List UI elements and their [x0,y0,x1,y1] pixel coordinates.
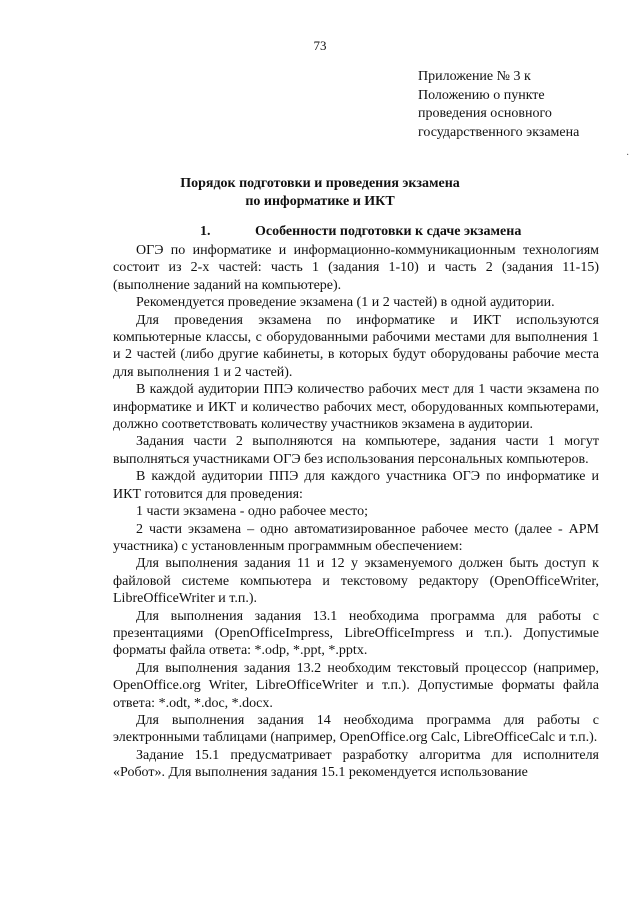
document-body [113,242,599,782]
paragraph: Для выполнения задания 11 и 12 у экзаменуемого должен быть доступ к файловой системе компьютера и текстовому редактору (OpenOfficeWriter, LibreOfficeWriter и т.п.). [113,556,599,607]
page-number: 73 [313,38,327,53]
section-number: 1. [200,224,211,239]
document-title [0,175,640,211]
paragraph: Для выполнения задания 13.2 необходим текстовый процессор (например, OpenOffice.org Writer, LibreOfficeWriter и т.п.). Допустимые форматы файла ответа: *.odt, *.doc, *.docx. [113,660,599,711]
appendix-line: государственного экзамена [418,124,580,140]
document-title-line: Порядок подготовки и проведения экзамена [180,176,460,191]
section-title: Особенности подготовки к сдаче экзамена [255,224,522,239]
paragraph: Для проведения экзамена по информатике и ИКТ используются компьютерные классы, с оборудованными рабочими местами для выполнения 1 и 2 частей (либо другие кабинеты, в которых будут оборудованы рабочие места для выполнения 1 и 2 частей). [113,312,599,380]
scan-mark: · [626,150,630,161]
paragraph: В каждой аудитории ППЭ для каждого участника ОГЭ по информатике и ИКТ готовится для проведения: [113,469,599,502]
paragraph: В каждой аудитории ППЭ количество рабочих мест для 1 части экзамена по информатике и ИКТ и количество рабочих мест, оборудованных компьютерами, должно соответствовать количеству участников экзамена в аудитории. [113,382,599,433]
appendix-line: Положению о пункте [418,87,545,103]
paragraph: Для выполнения задания 13.1 необходима программа для работы с презентациями (OpenOfficeImpress, LibreOfficeImpress и т.п.). Допустимые форматы файла ответа: *.odp, *.ppt, *.pptx. [113,608,599,659]
paragraph: ОГЭ по информатике и информационно-коммуникационным технологиям состоит из 2-х частей: часть 1 (задания 1-10) и часть 2 (задания 11-15) (выполнение заданий на компьютере). [113,243,599,293]
appendix-reference [418,68,618,142]
appendix-line: Приложение № 3 к [418,69,531,84]
section-heading [200,224,521,240]
paragraph: Задания части 2 выполняются на компьютере, задания части 1 могут выполняться участниками ОГЭ без использования персональных компьютеров. [113,434,599,467]
paragraph: Для выполнения задания 14 необходима программа для работы с электронными таблицами (например, OpenOffice.org Calc, LibreOfficeCalc и т.п.). [113,712,599,746]
paragraph: Рекомендуется проведение экзамена (1 и 2 частей) в одной аудитории. [136,295,555,311]
document-title-line: по информатике и ИКТ [245,194,395,209]
paragraph: 2 части экзамена – одно автоматизированное рабочее место (далее - АРМ участника) с установленным программным обеспечением: [113,521,599,554]
appendix-line: проведения основного [418,106,552,121]
paragraph: Задание 15.1 предусматривает разработку алгоритма для исполнителя «Робот». Для выполнения задания 15.1 рекомендуется использование [113,747,599,781]
paragraph: 1 части экзамена - одно рабочее место; [136,504,369,520]
